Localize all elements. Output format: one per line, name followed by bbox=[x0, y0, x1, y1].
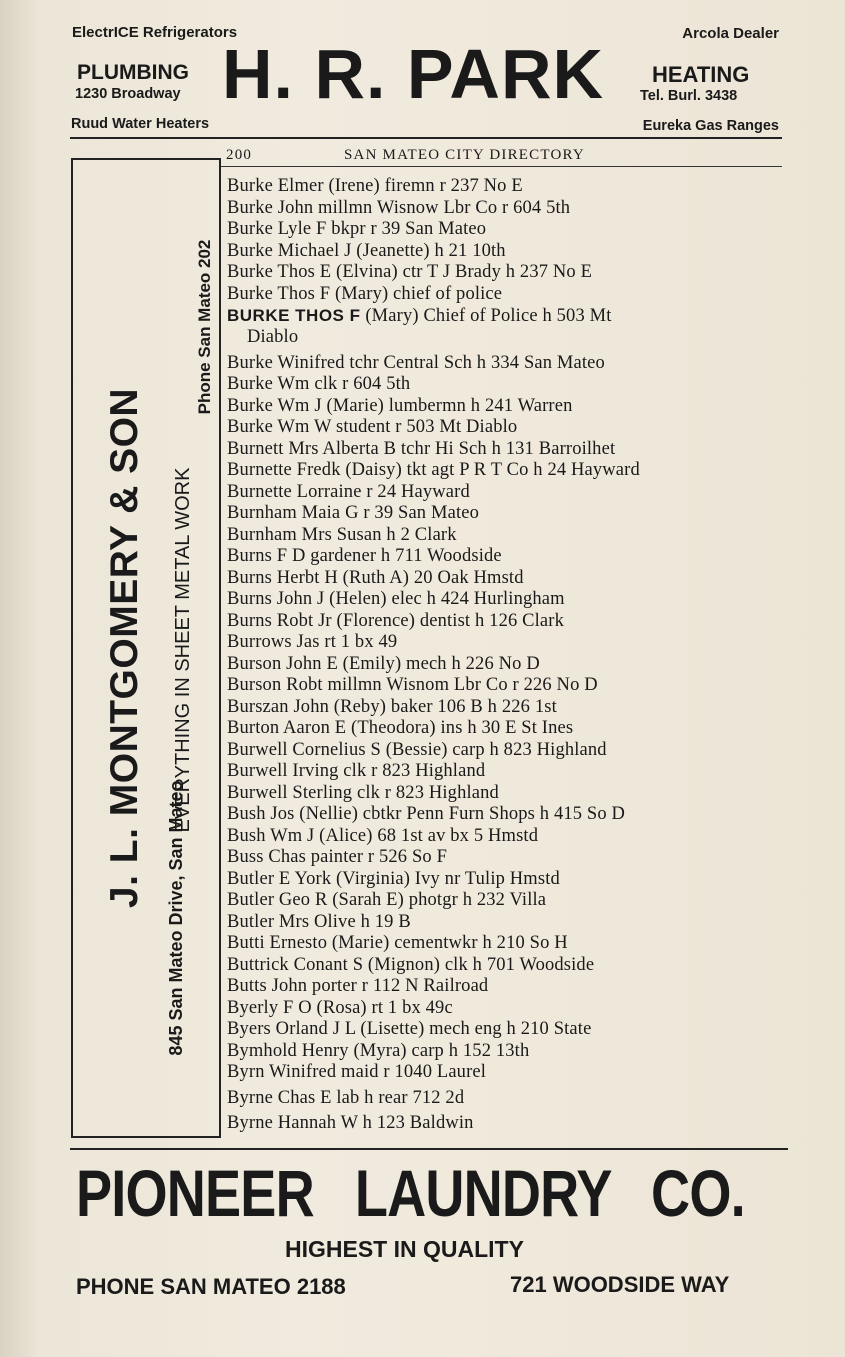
heading-rule bbox=[220, 166, 782, 167]
footer-tagline: HIGHEST IN QUALITY bbox=[285, 1236, 524, 1262]
header-right-phone: Tel. Burl. 3438 bbox=[640, 88, 738, 104]
list-item: Burke Wm J (Marie) lumbermn h 241 Warren bbox=[227, 395, 573, 416]
list-item: Butler Mrs Olive h 19 B bbox=[227, 911, 411, 932]
list-item: Burszan John (Reby) baker 106 B h 226 1st bbox=[227, 696, 557, 717]
list-item: Burson John E (Emily) mech h 226 No D bbox=[227, 653, 540, 674]
list-item: Burton Aaron E (Theodora) ins h 30 E St Ines bbox=[227, 718, 574, 738]
list-item: Burns John J (Helen) elec h 424 Hurlingham bbox=[227, 589, 565, 609]
list-item: Burnett Mrs Alberta B tchr Hi Sch h 131 Barroilhet bbox=[227, 438, 616, 459]
list-item-bold bbox=[227, 305, 787, 327]
header-top-right: Arcola Dealer bbox=[682, 25, 779, 42]
list-item: Burnham Maia G r 39 San Mateo bbox=[227, 503, 479, 523]
list-item: Burns Robt Jr (Florence) dentist h 126 Clark bbox=[227, 610, 564, 631]
list-item: Burke Wm W student r 503 Mt Diablo bbox=[227, 417, 518, 437]
list-item: Byerly F O (Rosa) rt 1 bx 49c bbox=[227, 997, 453, 1018]
list-item: Burke Winifred tchr Central Sch h 334 San Mateo bbox=[227, 352, 605, 373]
list-item: Burnette Lorraine r 24 Hayward bbox=[227, 481, 470, 502]
list-item: Burke John millmn Wisnow Lbr Co r 604 5th bbox=[227, 197, 571, 218]
list-item: Burke Lyle F bkpr r 39 San Mateo bbox=[227, 219, 487, 239]
footer-company-word: LAUNDRY bbox=[354, 1156, 612, 1230]
footer-company-word: CO. bbox=[651, 1156, 745, 1230]
footer-company-word: PIONEER bbox=[76, 1156, 314, 1230]
list-item: Butler Geo R (Sarah E) photgr h 232 Villa bbox=[227, 890, 547, 910]
list-item: Burns Herbt H (Ruth A) 20 Oak Hmstd bbox=[227, 567, 524, 588]
bold-entry-rest: (Mary) Chief of Police h 503 Mt bbox=[365, 306, 612, 326]
list-item: Burns F D gardener h 711 Woodside bbox=[227, 546, 502, 566]
page-title: SAN MATEO CITY DIRECTORY bbox=[344, 147, 585, 163]
list-item-continuation: Diablo bbox=[247, 327, 299, 347]
list-item: Burke Thos F (Mary) chief of police bbox=[227, 283, 503, 304]
header-company: H. R. PARK bbox=[222, 35, 605, 113]
side-ad-address: 845 San Mateo Drive, San Mateo bbox=[166, 780, 186, 1056]
list-item: Burwell Irving clk r 823 Highland bbox=[227, 761, 486, 781]
header-rule bbox=[70, 137, 782, 139]
page-number: 200 bbox=[226, 147, 253, 163]
list-item: Byrne Hannah W h 123 Baldwin bbox=[227, 1113, 474, 1133]
list-item: Byrne Chas E lab h rear 712 2d bbox=[227, 1087, 465, 1108]
list-item: Burnham Mrs Susan h 2 Clark bbox=[227, 524, 457, 545]
list-item: Burke Elmer (Irene) firemn r 237 No E bbox=[227, 176, 523, 196]
footer-rule bbox=[70, 1148, 788, 1150]
list-item: Bush Jos (Nellie) cbtkr Penn Furn Shops h 415 So D bbox=[227, 804, 626, 824]
side-ad-tagline: EVERYTHING IN SHEET METAL WORK bbox=[172, 467, 194, 833]
list-item: Burke Thos E (Elvina) ctr T J Brady h 237 No E bbox=[227, 262, 593, 282]
list-item: Butti Ernesto (Marie) cementwkr h 210 So H bbox=[227, 933, 568, 953]
header-bottom-left: Ruud Water Heaters bbox=[71, 116, 210, 132]
list-item: Bush Wm J (Alice) 68 1st av bx 5 Hmstd bbox=[227, 825, 539, 846]
list-item: Burrows Jas rt 1 bx 49 bbox=[227, 632, 398, 652]
header-bottom-right: Eureka Gas Ranges bbox=[642, 118, 779, 134]
list-item: Byers Orland J L (Lisette) mech eng h 210 State bbox=[227, 1019, 592, 1039]
header-left-address: 1230 Broadway bbox=[75, 86, 181, 102]
list-item: Burnette Fredk (Daisy) tkt agt P R T Co h 24 Hayward bbox=[227, 460, 640, 480]
list-item: Butler E York (Virginia) Ivy nr Tulip Hmstd bbox=[227, 868, 560, 889]
list-item: Bymhold Henry (Myra) carp h 152 13th bbox=[227, 1040, 530, 1061]
list-item: Burson Robt millmn Wisnom Lbr Co r 226 No D bbox=[227, 675, 598, 695]
list-item: Burke Wm clk r 604 5th bbox=[227, 374, 411, 394]
footer-company bbox=[76, 1156, 745, 1230]
list-item: Butts John porter r 112 N Railroad bbox=[227, 976, 489, 996]
side-ad-phone: Phone San Mateo 202 bbox=[195, 239, 214, 415]
footer-address: 721 WOODSIDE WAY bbox=[510, 1272, 730, 1297]
list-item: Byrn Winifred maid r 1040 Laurel bbox=[227, 1062, 487, 1082]
header-right-label: HEATING bbox=[652, 62, 750, 87]
list-item: Buttrick Conant S (Mignon) clk h 701 Woodside bbox=[227, 954, 595, 975]
header-left-label: PLUMBING bbox=[77, 61, 189, 84]
side-ad-name: J. L. MONTGOMERY & SON bbox=[103, 387, 146, 909]
list-item: Burke Michael J (Jeanette) h 21 10th bbox=[227, 240, 506, 261]
footer-phone: PHONE SAN MATEO 2188 bbox=[76, 1274, 346, 1299]
directory-listing bbox=[227, 176, 787, 1135]
bold-entry-name: BURKE THOS F bbox=[227, 306, 361, 325]
list-item: Burwell Sterling clk r 823 Highland bbox=[227, 782, 499, 803]
list-item: Burwell Cornelius S (Bessie) carp h 823 Highland bbox=[227, 739, 607, 760]
list-item: Buss Chas painter r 526 So F bbox=[227, 847, 448, 867]
header-top-left: ElectrICE Refrigerators bbox=[72, 24, 238, 41]
